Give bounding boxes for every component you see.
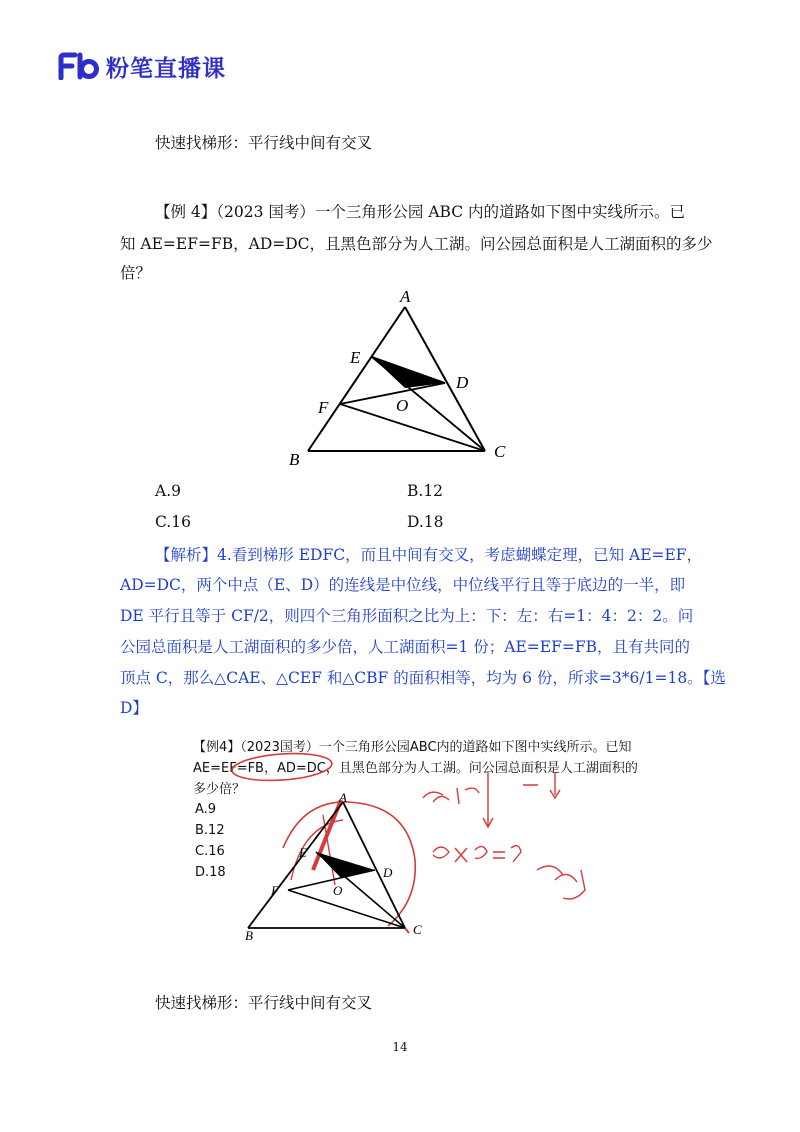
page-number: 14 [392,1040,408,1054]
shot-option-c: C.16 [195,844,225,859]
shot-question-line-1: 【例4】（2023国考）一个三角形公园ABC内的道路如下图中实线所示。已知 [193,740,632,755]
label-E: E [350,348,361,367]
shot-option-a: A.9 [195,802,217,817]
solution-line-2: AD=DC，两个中点（E、D）的连线是中位线，中位线平行且等于底边的一半，即 [120,576,686,594]
question-line-2: 知 AE=EF=FB，AD=DC，且黑色部分为人工湖。问公园总面积是人工湖面积的多少 [120,235,713,253]
shot-label-C: C [413,922,422,937]
label-F: F [318,398,329,417]
shot-label-O: O [333,883,343,898]
solution-line-4: 公园总面积是人工湖面积的多少倍，人工湖面积=1 份；AE=EF=FB，且有共同的 [120,638,690,656]
question-line-1: 【例 4】（2023 国考）一个三角形公园 ABC 内的道路如下图中实线所示。已 [155,203,685,221]
shot-question-line-3: 多少倍？ [193,782,246,797]
section-title: 快速找梯形：平行线中间有交叉 [155,134,373,152]
label-O: O [396,396,409,415]
solution-line-1: 【解析】4.看到梯形 EDFC，而且中间有交叉，考虑蝴蝶定理，已知 AE=EF， [155,546,703,564]
brand-logo [58,50,226,82]
solution-line-3: DE 平行且等于 CF/2，则四个三角形面积之比为上：下：左：右=1：4：2：2。问 [120,607,694,625]
fenbi-logo-icon [58,52,100,80]
footer-section-title: 快速找梯形：平行线中间有交叉 [155,994,373,1012]
label-B: B [289,450,300,469]
shot-label-B: B [245,928,253,943]
label-A: A [400,287,411,306]
shot-label-F: F [271,883,279,898]
shot-option-b: B.12 [195,823,225,838]
question-line-3: 倍？ [120,264,152,282]
solution-line-6: D】 [120,699,148,717]
triangle-figure [280,285,530,475]
shot-label-D: D [383,865,393,880]
solution-line-5: 顶点 C，那么△CAE、△CEF 和△CBF 的面积相等，均为 6 份，所求=3*6/1=18。【选 [120,669,726,687]
shot-label-E: E [299,845,307,860]
shot-figure [183,730,628,945]
label-D: D [456,373,469,392]
option-c: C.16 [155,513,191,531]
option-d: D.18 [407,513,444,531]
annotated-screenshot [183,730,638,945]
shot-question-line-2: AE=EF=FB，AD=DC，且黑色部分为人工湖。问公园总面积是人工湖面积的 [193,761,638,776]
brand-name: 粉笔直播课 [106,55,226,82]
shot-label-A: A [339,790,347,805]
option-a: A.9 [155,482,181,500]
label-C: C [494,442,506,461]
option-b: B.12 [407,482,444,500]
shot-option-d: D.18 [195,865,226,880]
